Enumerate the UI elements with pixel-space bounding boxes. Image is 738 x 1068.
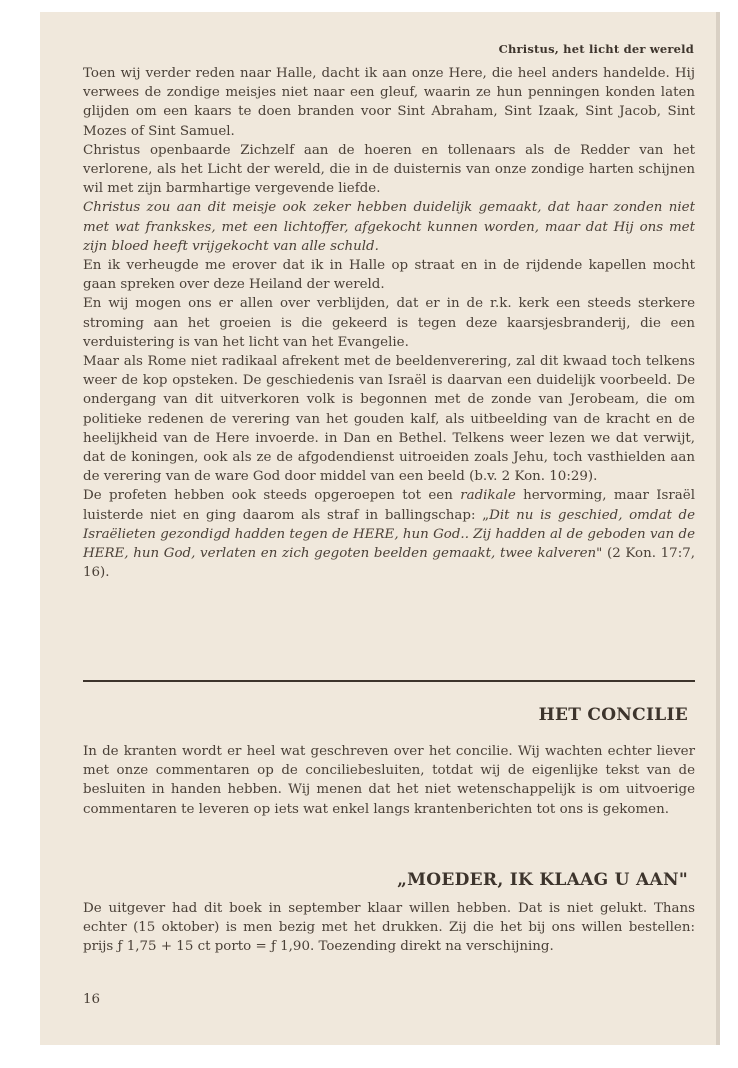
text-run: De profeten hebben ook steeds opgeroepen tot een (83, 488, 461, 504)
paragraph (83, 294, 695, 352)
text-run: " (2 Kon. 17:7, 16). (83, 546, 695, 581)
book-page (40, 12, 716, 1045)
text-run-italic: Christus zou aan dit meisje ook zeker hebben duidelijk gemaakt, dat haar zonden niet met wat frankskes, met een lichtoffer, afgekocht kunnen worden, maar dat Hij ons met zijn bloed heeft vrijgekocht van alle schuld. (83, 200, 695, 254)
page-edge (716, 12, 720, 1045)
text-run: En ik verheugde me erover dat ik in Halle op straat en in de rijdende kapellen mocht gaan spreken over deze Heiland der wereld. (83, 258, 695, 293)
running-head: Christus, het licht der wereld (498, 42, 694, 56)
text-run: Maar als Rome niet radikaal afrekent met de beeldenverering, zal dit kwaad toch telkens weer de kop opsteken. De geschiedenis van Israël is daarvan een duidelijk voorbeeld. De ondergang van dit uitverkoren volk is begonnen met de zonde van Jerobeam, die om politieke redenen de verering van het gouden kalf, als uitbeelding van de kracht en de heelijkheid van de Here invoerde. in Dan en Bethel. Telkens weer lezen we dat verwijt, dat de koningen, ook als ze de afgodendienst uitroeiden zoals Jehu, toch vasthielden aan de verering van de ware God door middel van een beeld (b.v. 2 Kon. 10:29). (83, 354, 695, 485)
section-text-concilie: In de kranten wordt er heel wat geschreven over het concilie. Wij wachten echter liever met onze commentaren op de conciliebesluiten, totdat wij de eigenlijke tekst van de besluiten in handen hebben. Wij menen dat het niet wetenschappelijk is om uitvoerige commentaren te leveren op iets wat enkel langs krantenberichten tot ons is gekomen. (83, 744, 695, 817)
section-heading-concilie: HET CONCILIE (538, 705, 688, 725)
paragraph (83, 198, 695, 256)
paragraph (83, 352, 695, 486)
text-run-italic: Dit nu is geschied, omdat de Israëlieten gezondigd hadden tegen de HERE, hun God.. Zij hadden al de geboden van de HERE, hun God, verlaten en zich gegoten beelden gemaakt, twee kalveren (83, 507, 695, 562)
text-run-italic: radikale (460, 488, 516, 504)
body-text (83, 64, 695, 582)
text-run: Christus openbaarde Zichzelf aan de hoeren en tollenaars als de Redder van het verlorene, als het Licht der wereld, die in de duisternis van onze zondige harten schijnen wil met zijn barmhartige vergevende liefde. (83, 142, 695, 197)
paragraph (83, 486, 695, 582)
page-number: 16 (83, 992, 101, 1007)
paragraph (83, 141, 695, 199)
section-divider (83, 680, 695, 682)
text-run: hervorming, maar Israël luisterde niet en ging daarom als straf in ballingschap: „ (83, 488, 695, 523)
section-text-moeder: De uitgever had dit boek in september klaar willen hebben. Dat is niet gelukt. Thans echter (15 oktober) is men bezig met het drukken. Zij die het bij ons willen bestellen: prijs ƒ 1,75 + 15 ct porto = ƒ 1,90. Toezending direkt na verschijning. (83, 901, 695, 955)
text-run: En wij mogen ons er allen over verblijden, dat er in de r.k. kerk een steeds sterkere stroming aan het groeien is die gekeerd is tegen deze kaarsjesbranderij, die een verduistering is van het licht van het Evangelie. (83, 296, 695, 350)
section-heading-moeder: „MOEDER, IK KLAAG U AAN" (397, 870, 688, 890)
paragraph (83, 256, 695, 294)
text-run: Toen wij verder reden naar Halle, dacht ik aan onze Here, die heel anders handelde. Hij verwees de zondige meisjes niet naar een gleuf, waarin ze hun penningen konden laten glijden om een kaars te doen branden voor Sint Abraham, Sint Izaak, Sint Jacob, Sint Mozes of Sint Samuel. (83, 66, 695, 139)
paragraph (83, 64, 695, 141)
